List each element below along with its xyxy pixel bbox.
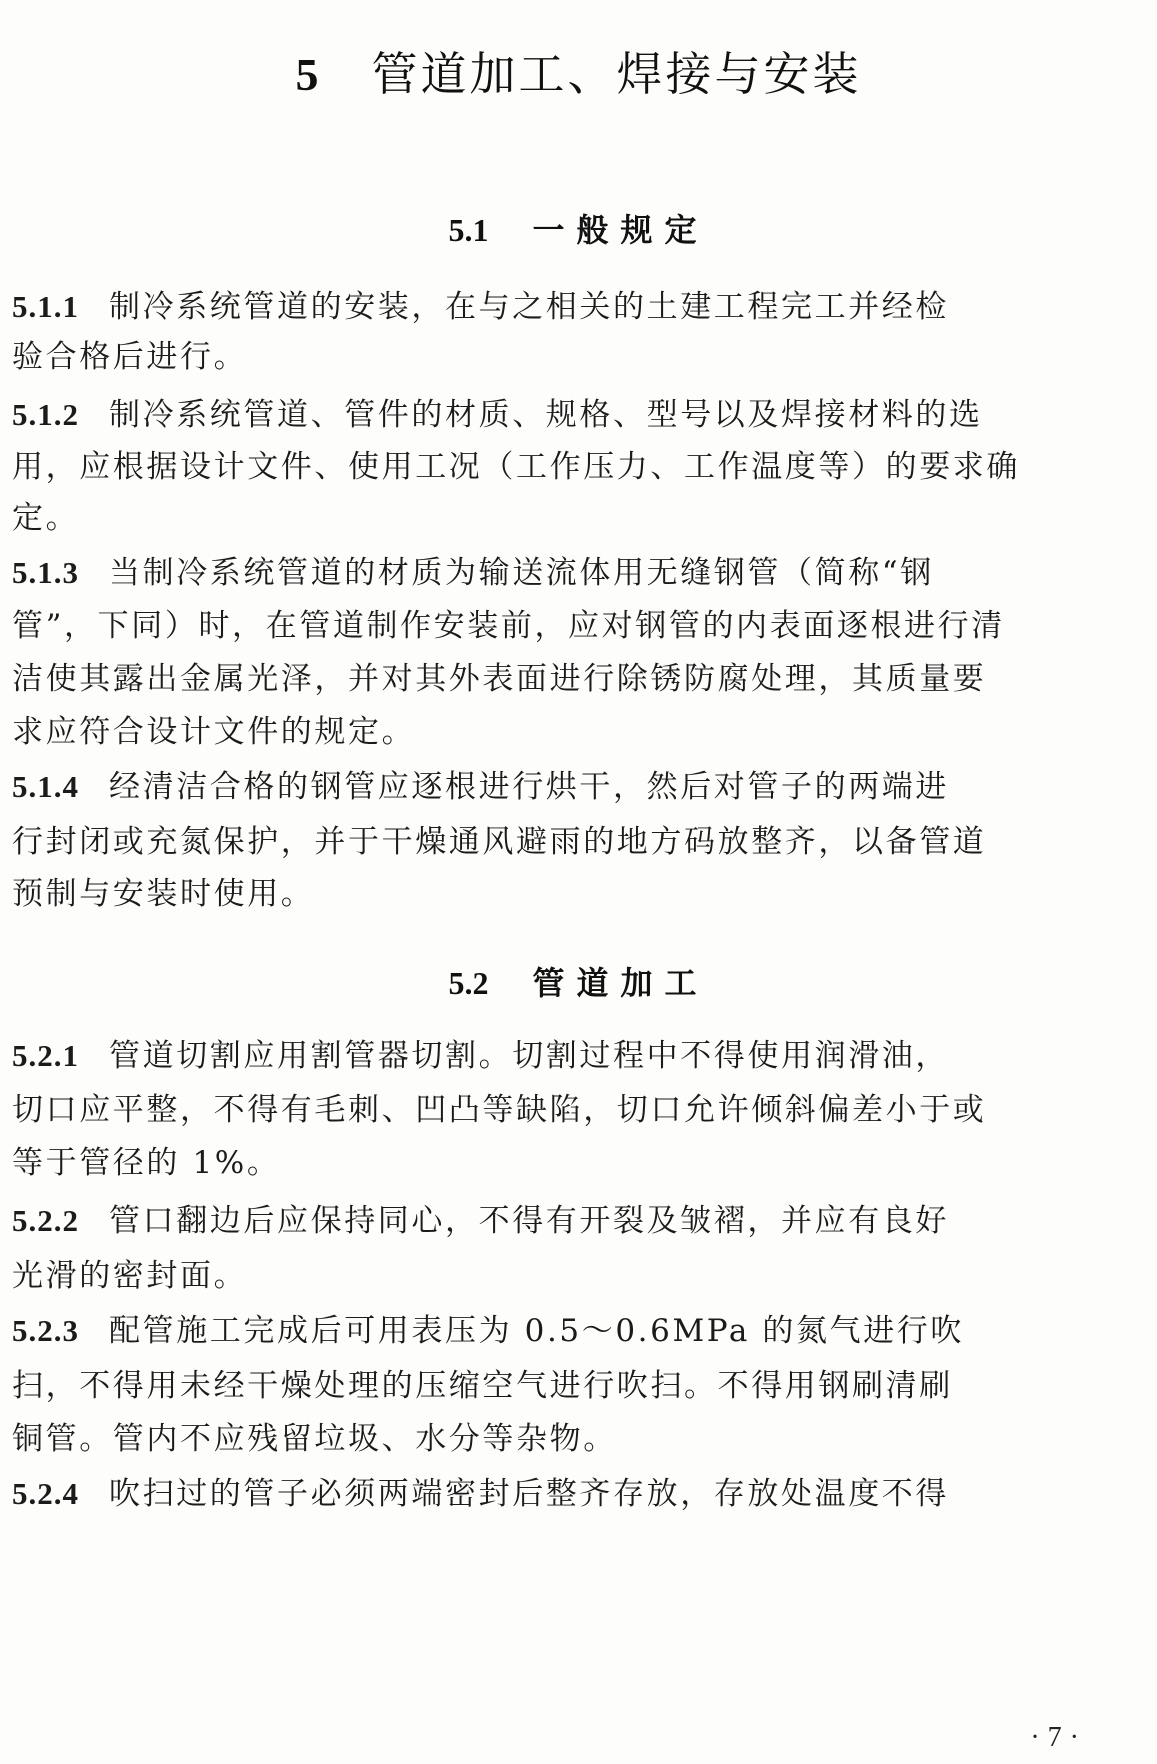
clause-5-2-1-line-1 [12, 1036, 1147, 1076]
clause-text: 扫，不得用未经干燥处理的压缩空气进行吹扫。不得用钢刷清刷 [12, 1368, 953, 1404]
clause-text: 求应符合设计文件的规定。 [12, 714, 416, 750]
page-number: ·7· [1030, 1722, 1087, 1753]
clause-5-1-4-line-1 [12, 767, 1147, 807]
clause-number: 5.1.1 [12, 289, 79, 324]
chapter-number: 5 [295, 49, 322, 100]
clause-5-2-2-line-2 [12, 1256, 1147, 1296]
clause-text: 吹扫过的管子必须两端密封后整齐存放，存放处温度不得 [109, 1476, 949, 1512]
clause-5-2-3-line-3 [12, 1419, 1147, 1459]
clause-text: 制冷系统管道的安装，在与之相关的土建工程完工并经检 [109, 289, 949, 325]
clause-text: 预制与安装时使用。 [12, 876, 315, 912]
clause-5-2-1-line-2 [12, 1090, 1147, 1130]
clause-text: 等于管径的 1%。 [12, 1145, 281, 1181]
chapter-title-text: 管道加工、焊接与安装 [371, 47, 862, 101]
clause-5-2-3-line-1 [12, 1311, 1147, 1351]
clause-5-1-1-line-2 [12, 337, 1147, 377]
clause-text: 铜管。管内不应残留垃圾、水分等杂物。 [12, 1421, 617, 1457]
section-title-text: 管道加工 [532, 964, 709, 1002]
clause-text: 当制冷系统管道的材质为输送流体用无缝钢管（简称“钢 [109, 555, 934, 591]
clause-text: 洁使其露出金属光泽，并对其外表面进行除锈防腐处理，其质量要 [12, 661, 987, 697]
section-number: 5.2 [448, 965, 489, 1001]
section-title-text: 一般规定 [532, 211, 709, 249]
clause-5-1-3-line-4 [12, 712, 1147, 752]
clause-text: 切口应平整，不得有毛刺、凹凸等缺陷，切口允许倾斜偏差小于或 [12, 1092, 987, 1128]
clause-5-1-3-line-1 [12, 553, 1147, 593]
clause-text: 验合格后进行。 [12, 339, 248, 375]
clause-text: 行封闭或充氮保护，并于干燥通风避雨的地方码放整齐，以备管道 [12, 824, 987, 860]
clause-5-1-3-line-2 [12, 606, 1147, 646]
clause-5-2-4-line-1 [12, 1474, 1147, 1514]
clause-5-1-4-line-3 [12, 874, 1147, 914]
clause-5-2-2-line-1 [12, 1201, 1147, 1241]
clause-text: 用，应根据设计文件、使用工况（工作压力、工作温度等）的要求确 [12, 449, 1020, 485]
clause-number: 5.2.2 [12, 1203, 79, 1238]
clause-number: 5.1.3 [12, 555, 79, 590]
clause-text: 制冷系统管道、管件的材质、规格、型号以及焊接材料的选 [109, 397, 983, 433]
clause-number: 5.2.3 [12, 1313, 79, 1348]
clause-5-1-4-line-2 [12, 822, 1147, 862]
clause-number: 5.1.4 [12, 769, 79, 804]
clause-text: 配管施工完成后可用表压为 0.5～0.6MPa 的氮气进行吹 [109, 1313, 964, 1349]
clause-number: 5.2.1 [12, 1038, 79, 1073]
clause-text: 光滑的密封面。 [12, 1258, 248, 1294]
clause-5-2-3-line-2 [12, 1366, 1147, 1406]
clause-5-1-2-line-3 [12, 498, 1147, 538]
clause-text: 经清洁合格的钢管应逐根进行烘干，然后对管子的两端进 [109, 769, 949, 805]
section-title-5-1 [0, 205, 1157, 251]
clause-number: 5.2.4 [12, 1476, 79, 1511]
clause-text: 管”，下同）时，在管道制作安装前，应对钢管的内表面逐根进行清 [12, 608, 1005, 644]
clause-5-1-2-line-2 [12, 447, 1147, 487]
clause-5-1-2-line-1 [12, 395, 1147, 435]
clause-text: 管道切割应用割管器切割。切割过程中不得使用润滑油， [109, 1038, 949, 1074]
section-title-5-2 [0, 958, 1157, 1004]
clause-text: 定。 [12, 500, 80, 536]
clause-5-1-3-line-3 [12, 659, 1147, 699]
chapter-title [0, 38, 1157, 104]
clause-number: 5.1.2 [12, 397, 79, 432]
clause-5-1-1-line-1 [12, 287, 1147, 327]
section-number: 5.1 [448, 212, 489, 248]
clause-text: 管口翻边后应保持同心，不得有开裂及皱褶，并应有良好 [109, 1203, 949, 1239]
clause-5-2-1-line-3 [12, 1143, 1147, 1183]
